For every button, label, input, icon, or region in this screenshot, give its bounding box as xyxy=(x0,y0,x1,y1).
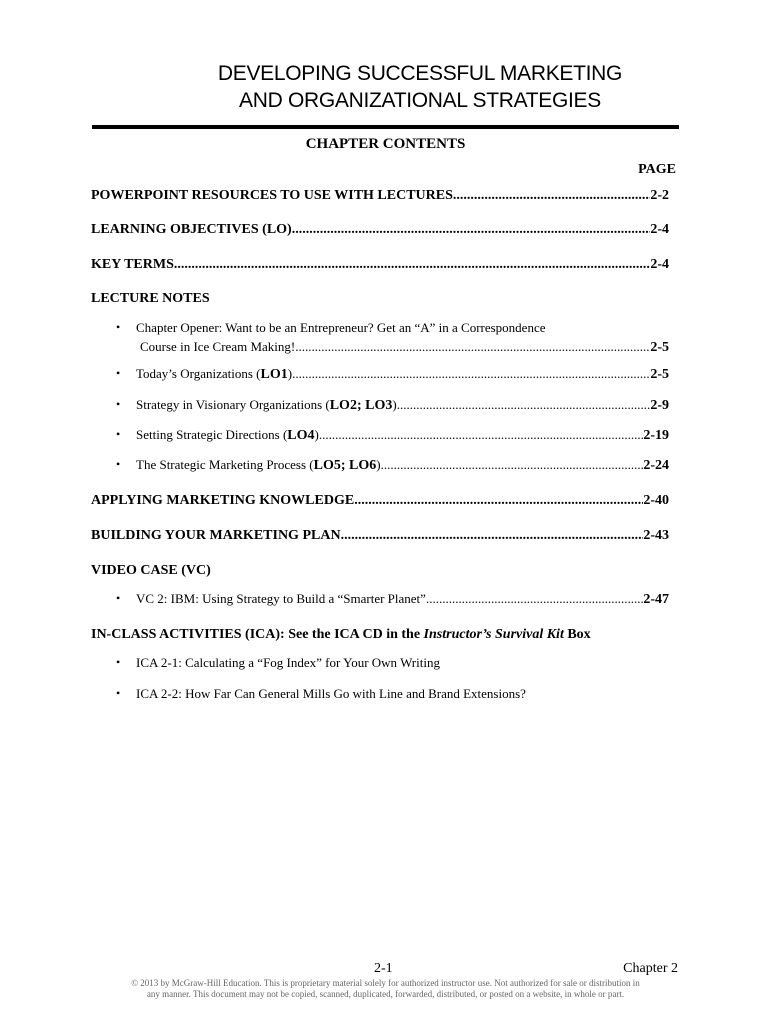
leader-dots xyxy=(295,339,650,355)
bullet-icon: • xyxy=(116,655,121,669)
toc-label-line2: Course in Ice Cream Making! xyxy=(140,339,296,354)
toc-page: 2-4 xyxy=(650,222,669,237)
toc-label: Today’s Organizations (LO1) xyxy=(136,366,293,382)
lecture-item-setting-directions xyxy=(116,427,669,447)
leader-dots xyxy=(426,591,643,607)
leader-dots xyxy=(341,528,644,544)
leader-dots xyxy=(397,397,651,413)
toc-row xyxy=(136,397,669,414)
video-case-heading: VIDEO CASE (VC) xyxy=(91,563,211,578)
document-title-line-1: DEVELOPING SUCCESSFUL MARKETING xyxy=(217,62,623,85)
toc-label: The Strategic Marketing Process (LO5; LO6) xyxy=(136,457,381,473)
toc-entry-building-plan xyxy=(91,528,669,544)
footer-page-number: 2-1 xyxy=(374,961,393,976)
ica-item-2 xyxy=(116,686,669,706)
toc-entry-key-terms xyxy=(91,257,669,273)
ica-label: ICA 2-2: How Far Can General Mills Go with Line and Brand Extensions? xyxy=(136,686,526,701)
toc-label-line1: Chapter Opener: Want to be an Entrepreneur? Get an “A” in a Correspondence xyxy=(136,320,546,335)
copyright-notice: © 2013 by McGraw-Hill Education. This is proprietary material solely for authorized instructor use. Not authorized for sale or distribution in any manner. This document may not be copied, scanned, duplicated, forwarded, distributed, or posted on a website, in whole or part. xyxy=(131,978,640,999)
title-rule xyxy=(92,125,679,129)
bullet-icon: • xyxy=(116,320,121,334)
lecture-item-todays-organizations xyxy=(116,366,669,386)
ica-label: ICA 2-1: Calculating a “Fog Index” for Your Own Writing xyxy=(136,655,440,670)
page-column-label: PAGE xyxy=(638,162,676,177)
document-title-line-2: AND ORGANIZATIONAL STRATEGIES xyxy=(239,89,601,112)
toc-entry-applying-knowledge xyxy=(91,493,669,509)
toc-page: 2-5 xyxy=(650,340,669,355)
toc-page: 2-24 xyxy=(643,458,669,473)
toc-row xyxy=(136,591,669,608)
bullet-icon: • xyxy=(116,591,121,605)
leader-dots xyxy=(453,188,650,204)
toc-page: 2-43 xyxy=(643,528,669,543)
toc-row xyxy=(136,457,669,474)
toc-page: 2-2 xyxy=(650,188,669,203)
leader-dots xyxy=(174,257,650,273)
toc-label: LEARNING OBJECTIVES (LO) xyxy=(91,222,292,237)
lecture-notes-heading: LECTURE NOTES xyxy=(91,291,210,306)
toc-page: 2-4 xyxy=(650,257,669,272)
toc-page: 2-19 xyxy=(643,428,669,443)
leader-dots xyxy=(319,427,643,443)
bullet-icon: • xyxy=(116,457,121,471)
leader-dots xyxy=(381,457,644,473)
leader-dots xyxy=(354,493,643,509)
toc-label: KEY TERMS xyxy=(91,257,174,272)
toc-page: 2-9 xyxy=(650,398,669,413)
in-class-activities-heading: IN-CLASS ACTIVITIES (ICA): See the ICA CD in the Instructor’s Survival Kit Box xyxy=(91,627,591,642)
toc-entry-learning-objectives xyxy=(91,222,669,238)
leader-dots xyxy=(292,366,650,382)
toc-page: 2-47 xyxy=(643,592,669,607)
toc-label-line2-row xyxy=(140,339,669,356)
chapter-contents-heading: CHAPTER CONTENTS xyxy=(305,136,466,152)
toc-entry-powerpoint xyxy=(91,188,669,204)
ica-item-1 xyxy=(116,655,669,675)
toc-row xyxy=(136,427,669,444)
toc-row xyxy=(136,366,669,383)
toc-page: 2-40 xyxy=(643,493,669,508)
toc-label: POWERPOINT RESOURCES TO USE WITH LECTURES xyxy=(91,188,453,203)
bullet-icon: • xyxy=(116,397,121,411)
video-item-vc2 xyxy=(116,591,669,611)
toc-label: BUILDING YOUR MARKETING PLAN xyxy=(91,528,341,543)
bullet-icon: • xyxy=(116,427,121,441)
footer-chapter: Chapter 2 xyxy=(623,961,678,976)
lecture-item-marketing-process xyxy=(116,457,669,477)
toc-page: 2-5 xyxy=(650,367,669,382)
toc-label: APPLYING MARKETING KNOWLEDGE xyxy=(91,493,355,508)
lecture-item-chapter-opener xyxy=(116,320,669,356)
toc-label: Strategy in Visionary Organizations (LO2; LO3) xyxy=(136,397,397,413)
bullet-icon: • xyxy=(116,366,121,380)
bullet-icon: • xyxy=(116,686,121,700)
toc-label: VC 2: IBM: Using Strategy to Build a “Smarter Planet” xyxy=(136,591,426,606)
toc-label: Setting Strategic Directions (LO4) xyxy=(136,427,319,443)
lecture-item-strategy-visionary xyxy=(116,397,669,417)
leader-dots xyxy=(292,222,651,238)
